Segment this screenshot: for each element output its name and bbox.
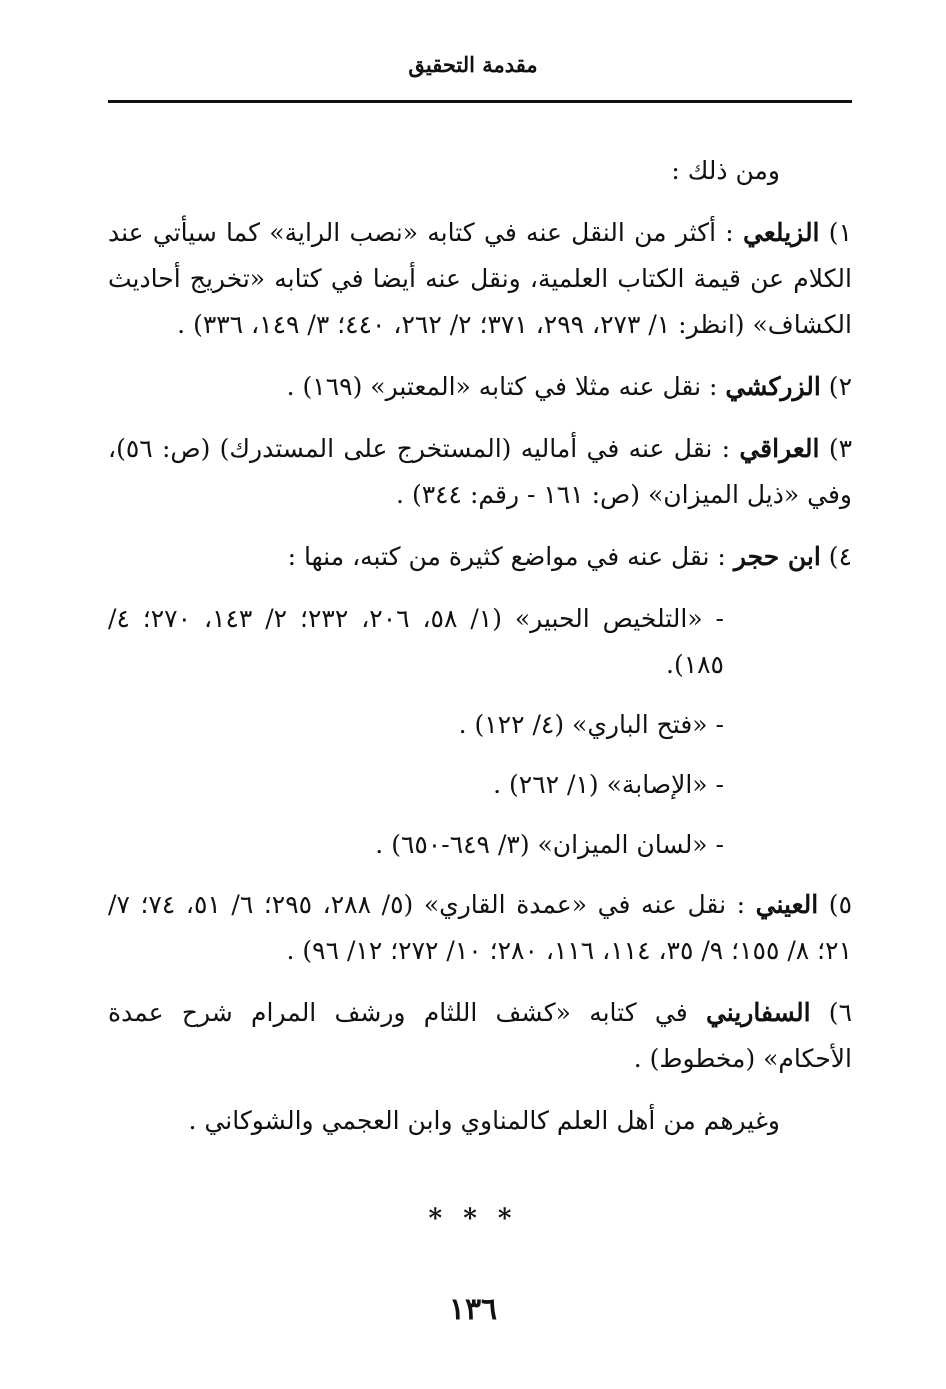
list-item	[108, 426, 852, 518]
scholar-name: السفاريني	[705, 998, 811, 1027]
main-text	[108, 148, 852, 1144]
item-text: : نقل عنه في مواضع كثيرة من كتبه، منها :	[287, 542, 734, 571]
item-number: ٣)	[828, 434, 853, 463]
list-item	[108, 364, 852, 410]
scholar-name: العيني	[755, 890, 819, 919]
page-number: ١٣٦	[448, 1292, 498, 1327]
item-text: : نقل عنه مثلا في كتابه «المعتبر» (١٦٩) .	[286, 372, 726, 401]
list-item	[108, 882, 852, 974]
scholar-name: الزيلعي	[743, 218, 820, 247]
item-text: : نقل عنه في أماليه (المستخرج على المستدرك) (ص: ٥٦)، وفي «ذيل الميزان» (ص: ١٦١ - رقم: ٣٤٤) .	[108, 434, 852, 509]
running-header: مقدمة التحقيق	[408, 52, 538, 77]
sub-list-item: - «لسان الميزان» (٣/ ٦٤٩-٦٥٠) .	[375, 830, 724, 859]
header-rule	[108, 100, 852, 103]
item-number: ٦)	[828, 998, 852, 1027]
item-number: ٥)	[828, 890, 852, 919]
list-item	[108, 990, 852, 1082]
list-item	[108, 210, 852, 348]
item-text: في كتابه «كشف اللثام ورشف المرام شرح عمدة الأحكام» (مخطوط) .	[108, 998, 852, 1073]
intro-line: ومن ذلك :	[671, 156, 780, 185]
section-separator: * * *	[428, 1204, 518, 1234]
sub-list-item: - «فتح الباري» (٤/ ١٢٢) .	[458, 710, 724, 739]
item-number: ١)	[828, 218, 852, 247]
list-item	[108, 534, 852, 580]
sub-list-item: - «الإصابة» (١/ ٢٦٢) .	[493, 770, 724, 799]
scholar-name: ابن حجر	[733, 542, 821, 571]
scholar-name: الزركشي	[725, 372, 821, 401]
item-number: ٢)	[828, 372, 852, 401]
item-text: : نقل عنه في «عمدة القاري» (٥/ ٢٨٨، ٢٩٥؛ ٦/ ٥١، ٧٤؛ ٧/ ٢١؛ ٨/ ١٥٥؛ ٩/ ٣٥، ١١٤، ١١٦، ٢٨٠؛ ١٠/ ٢٧٢؛ ١٢/ ٩٦) .	[108, 890, 852, 965]
item-text: : أكثر من النقل عنه في كتابه «نصب الراية» كما سيأتي عند الكلام عن قيمة الكتاب العلمية، ونقل عنه أيضا في كتابه «تخريج أحاديث الكشاف» (انظر: ١/ ٢٧٣، ٢٩٩، ٣٧١؛ ٢/ ٢٦٢، ٤٤٠؛ ٣/ ١٤٩، ٣٣٦) .	[108, 218, 852, 339]
sub-list-item: - «التلخيص الحبير» (١/ ٥٨، ٢٠٦، ٢٣٢؛ ٢/ ١٤٣، ٢٧٠؛ ٤/ ١٨٥).	[108, 604, 724, 679]
scholar-name: العراقي	[739, 434, 820, 463]
item-number: ٤)	[828, 542, 852, 571]
closing-line: وغيرهم من أهل العلم كالمناوي وابن العجمي والشوكاني .	[188, 1106, 780, 1135]
